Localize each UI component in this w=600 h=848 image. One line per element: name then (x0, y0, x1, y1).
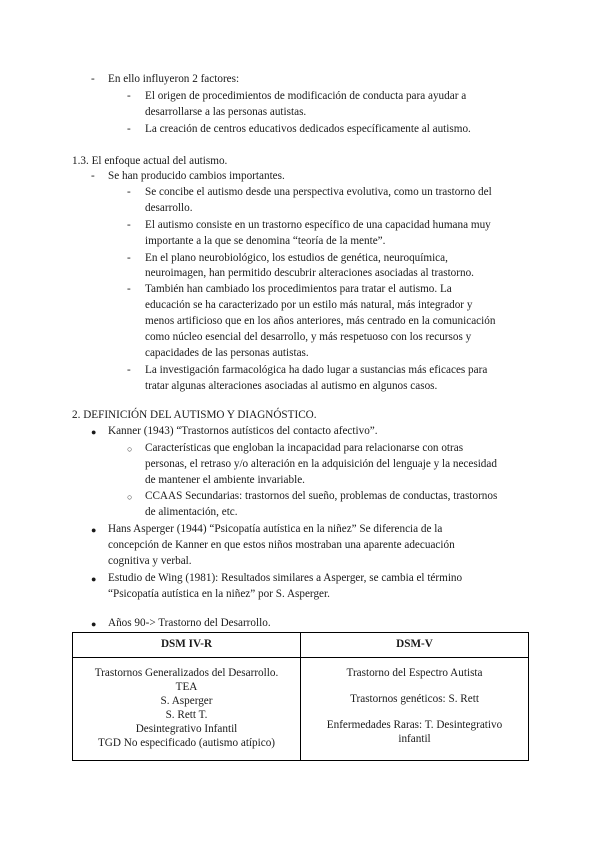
change-4-line-2: educación se ha caracterizado por un estilo más natural, más integrador y (145, 299, 473, 311)
circle-marker: ○ (127, 444, 133, 454)
cell-line: S. Rett T. (165, 709, 208, 721)
cell-line: S. Asperger (160, 695, 213, 707)
dash-marker: - (127, 123, 131, 135)
dsm-iv-cell (73, 658, 301, 761)
asperger-line-1: Hans Asperger (1944) “Psicopatía autística en la niñez” Se diferencia de la (108, 523, 443, 535)
factor-2-line-1: La creación de centros educativos dedicados específicamente al autismo. (145, 123, 471, 135)
change-2-line-2: importante a la que se denomina “teoría de la mente”. (145, 235, 386, 247)
change-4-line-1: También han cambiado los procedimientos para tratar el autismo. La (145, 283, 452, 295)
change-1-line-1: Se concibe el autismo desde una perspectiva evolutiva, como un trastorno del (145, 186, 492, 198)
factors-intro: En ello influyeron 2 factores: (108, 73, 240, 85)
dash-marker: - (127, 219, 131, 231)
dsm-v-header: DSM-V (301, 633, 529, 658)
asperger-line-3: cognitiva y verbal. (108, 555, 192, 567)
dash-marker: - (91, 73, 95, 85)
cell-line: Trastorno del Espectro Autista (346, 667, 483, 679)
asperger-line-2: concepción de Kanner en que estos niños mostraban una aparente adecuación (108, 539, 455, 551)
wing-line-1: Estudio de Wing (1981): Resultados similares a Asperger, se cambia el término (108, 572, 463, 584)
dash-marker: - (127, 90, 131, 102)
wing-line-2: “Psicopatía autística en la niñez” por S. Asperger. (108, 588, 330, 600)
cell-line: TGD No especificado (autismo atípico) (97, 737, 276, 749)
table-row (73, 658, 529, 761)
kanner-item: Kanner (1943) “Trastornos autísticos del contacto afectivo”. (108, 425, 378, 437)
dash-marker: - (127, 283, 131, 295)
cell-line: TEA (175, 681, 198, 693)
bullet-marker: ● (91, 427, 97, 437)
change-2-line-1: El autismo consiste en un trastorno específico de una capacidad humana muy (145, 219, 491, 231)
change-1-line-2: desarrollo. (145, 202, 193, 214)
kanner-sub-1-line-3: de mantener el ambiente invariable. (145, 474, 305, 486)
change-5-line-2: tratar algunas alteraciones asociadas al autismo en algunos casos. (145, 380, 438, 392)
dsm-comparison-table (72, 632, 529, 761)
cell-line: Trastornos genéticos: S. Rett (350, 693, 479, 705)
change-5-line-1: La investigación farmacológica ha dado lugar a sustancias más eficaces para (145, 364, 488, 376)
cell-line: infantil (398, 733, 431, 745)
kanner-sub-1-line-2: personas, el retraso y/o alteración en la adquisición del lenguaje y la necesidad (145, 458, 497, 470)
changes-intro: Se han producido cambios importantes. (108, 170, 285, 182)
dsm-iv-header: DSM IV-R (73, 633, 301, 658)
cell-line: Trastornos Generalizados del Desarrollo. (94, 667, 279, 679)
kanner-sub-2-line-2: de alimentación, etc. (145, 506, 238, 518)
kanner-sub-1-line-1: Características que engloban la incapacidad para relacionarse con otras (145, 442, 464, 454)
dsm-v-cell (301, 658, 529, 761)
change-4-line-4: como núcleo esencial del desarrollo, y más respetuoso con los recursos y (145, 331, 472, 343)
circle-marker: ○ (127, 492, 133, 502)
dash-marker: - (91, 170, 95, 182)
change-3-line-1: En el plano neurobiológico, los estudios de genética, neuroquímica, (145, 252, 448, 264)
dash-marker: - (127, 364, 131, 376)
bullet-marker: ● (91, 525, 97, 535)
cell-line: Enfermedades Raras: T. Desintegrativo (326, 719, 503, 731)
change-4-line-5: capacidades de las personas autistas. (145, 347, 309, 359)
years-90-item: Años 90-> Trastorno del Desarrollo. (108, 617, 271, 629)
dash-marker: - (127, 186, 131, 198)
cell-line: Desintegrativo Infantil (135, 723, 238, 735)
section-1-3-heading: 1.3. El enfoque actual del autismo. (72, 155, 228, 167)
change-3-line-2: neuroimagen, han permitido descubrir alteraciones asociadas al trastorno. (145, 267, 474, 279)
change-4-line-3: menos artificioso que en los años anteriores, más centrado en la comunicación (145, 315, 496, 327)
table-header-row (73, 633, 529, 658)
dash-marker: - (127, 252, 131, 264)
factor-1-line-1: El origen de procedimientos de modificación de conducta para ayudar a (145, 90, 467, 102)
bullet-marker: ● (91, 619, 97, 629)
section-2-heading: 2. DEFINICIÓN DEL AUTISMO Y DIAGNÓSTICO. (72, 409, 317, 421)
bullet-marker: ● (91, 574, 97, 584)
factor-1-line-2: desarrollarse a las personas autistas. (145, 106, 307, 118)
kanner-sub-2-line-1: CCAAS Secundarias: trastornos del sueño, problemas de conductas, trastornos (145, 490, 498, 502)
